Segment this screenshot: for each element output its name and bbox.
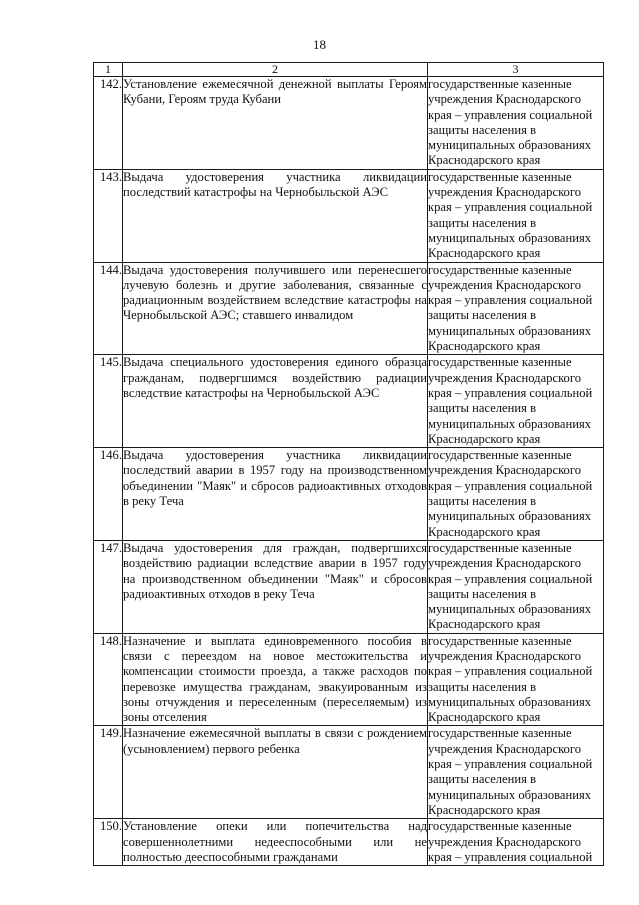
page-number: 18 (313, 37, 326, 52)
service-name: Выдача удостоверения получившего или перенесшего лучевую болезнь и другие заболевания, связанные с радиационным воздействием вследствие катастрофы на Чернобыльской АЭС; ставшего инвалидом (123, 262, 428, 355)
table-row (94, 726, 604, 819)
table-row (94, 77, 604, 170)
responsible-body: государственные казенные учреждения Краснодарского края – управления социальной защиты населения в муниципальных образованиях Краснодарского края (428, 262, 604, 355)
table-row (94, 540, 604, 633)
table-header-row (94, 63, 604, 77)
service-name: Выдача специального удостоверения единого образца гражданам, подвергшимся воздействию радиации вследствие катастрофы на Чернобыльской АЭС (123, 355, 428, 448)
row-number: 142. (94, 77, 123, 170)
row-number: 145. (94, 355, 123, 448)
column-header-number: 1 (94, 63, 123, 77)
table-row (94, 819, 604, 866)
table-row (94, 633, 604, 726)
row-number: 144. (94, 262, 123, 355)
column-header-service: 2 (123, 63, 428, 77)
responsible-body: государственные казенные учреждения Краснодарского края – управления социальной защиты населения в муниципальных образованиях Краснодарского края (428, 169, 604, 262)
table-row (94, 262, 604, 355)
table-row (94, 169, 604, 262)
service-name: Назначение ежемесячной выплаты в связи с рождением (усыновлением) первого ребенка (123, 726, 428, 819)
row-number: 147. (94, 540, 123, 633)
responsible-body: государственные казенные учреждения Краснодарского края – управления социальной защиты населения в муниципальных образованиях Краснодарского края (428, 633, 604, 726)
responsible-body: государственные казенные учреждения Краснодарского края – управления социальной защиты населения в муниципальных образованиях Краснодарского края (428, 540, 604, 633)
services-table (93, 62, 604, 866)
service-name: Выдача удостоверения участника ликвидации последствий аварии в 1957 году на производственном объединении "Маяк" и сбросов радиоактивных отходов в реку Теча (123, 448, 428, 541)
service-name: Выдача удостоверения участника ликвидации последствий катастрофы на Чернобыльской АЭС (123, 169, 428, 262)
table-row (94, 355, 604, 448)
row-number: 146. (94, 448, 123, 541)
row-number: 150. (94, 819, 123, 866)
service-name: Установление опеки или попечительства над совершеннолетними недееспособными или не полностью дееспособными гражданами (123, 819, 427, 864)
responsible-body: государственные казенные учреждения Краснодарского края – управления социальной защиты населения в муниципальных образованиях Краснодарского края (428, 77, 604, 170)
responsible-body: государственные казенные учреждения Краснодарского края – управления социальной защиты населения в муниципальных образованиях Краснодарского края (428, 355, 604, 448)
column-header-responsible: 3 (428, 63, 604, 77)
responsible-body: государственные казенные учреждения Краснодарского края – управления социальной защиты населения в муниципальных образованиях Краснодарского края (428, 448, 604, 541)
responsible-body: государственные казенные учреждения Краснодарского края – управления социальной защиты населения в муниципальных образованиях Краснодарского края (428, 726, 604, 819)
table-row (94, 448, 604, 541)
service-name: Назначение и выплата единовременного пособия в связи с переездом на новое местожительства и компенсации стоимости проезда, а также расходов по перевозке имущества гражданам, эвакуированным из зоны отчуждения и переселенным (переселяемым) из зоны отселения (123, 633, 427, 725)
service-name: Выдача удостоверения для граждан, подвергшихся воздействию радиации вследствие аварии в 1957 году на производственном объединении "Маяк" и сбросов радиоактивных отходов в реку Теча (123, 540, 428, 633)
row-number: 143. (94, 169, 123, 262)
row-number: 148. (94, 633, 123, 726)
responsible-body: государственные казенные учреждения Краснодарского края – управления социальной (428, 819, 604, 866)
service-name: Установление ежемесячной денежной выплаты Героям Кубани, Героям труда Кубани (123, 77, 428, 170)
row-number: 149. (94, 726, 123, 819)
